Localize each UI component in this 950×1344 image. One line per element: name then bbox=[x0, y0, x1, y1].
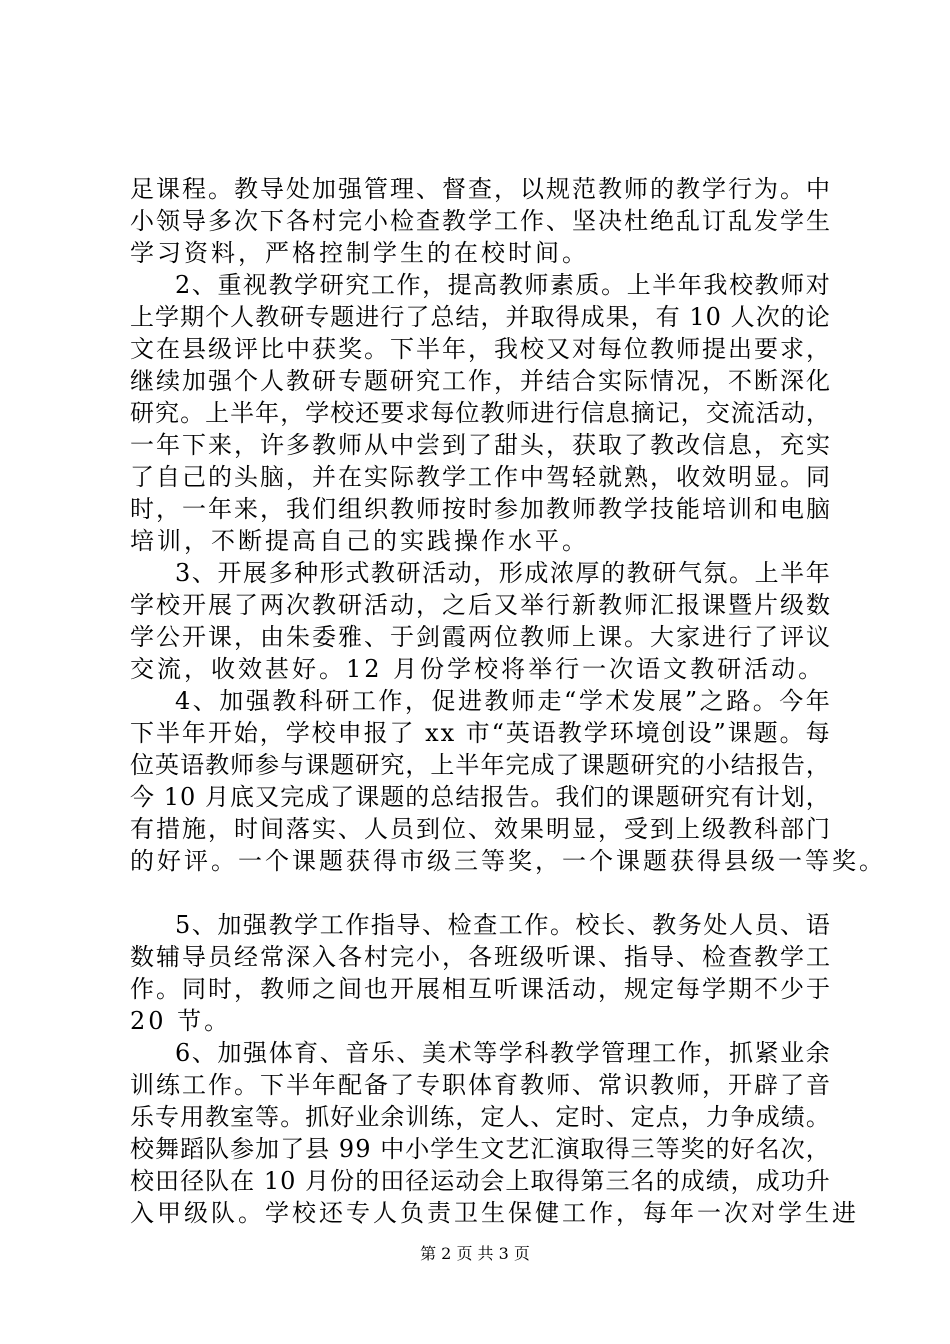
text-line: 研 究 。 上 半 年 ， 学 校 还 要 求 每 位 教 师 进 行 信 息 摘 记 ， 交 流 活 动 ， bbox=[130, 399, 830, 427]
paragraph bbox=[130, 909, 830, 1037]
text-line: 上 学 期 个 人 教 研 专 题 进 行 了 总 结 ， 并 取 得 成 果 ， 有 1 0 人 次 的 论 bbox=[130, 303, 830, 331]
text-line: 5 、 加 强 教 学 工 作 指 导 、 检 查 工 作 。 校 长 、 教 务 处 人 员 、 语 bbox=[175, 911, 830, 939]
text-line: 培训，不断提高自己的实践操作水平。 bbox=[130, 527, 589, 555]
page-footer: 第 2 页 共 3 页 bbox=[420, 1244, 530, 1263]
text-line: 校 田 径 队 在 1 0 月 份 的 田 径 运 动 会 上 取 得 第 三 名 的 成 绩 ， 成 功 升 bbox=[130, 1167, 830, 1195]
text-line: 一 年 下 来 ， 许 多 教 师 从 中 尝 到 了 甜 头 ， 获 取 了 教 改 信 息 ， 充 实 bbox=[130, 431, 830, 459]
paragraph bbox=[130, 269, 830, 557]
text-line: 数 辅 导 员 经 常 深 入 各 村 完 小 ， 各 班 级 听 课 、 指 导 、 检 查 教 学 工 bbox=[130, 943, 830, 971]
text-line: 下 半 年 开 始 ， 学 校 申 报 了 x x 市 “ 英 语 教 学 环 境 创 设 ” 课 题 。 每 bbox=[130, 719, 830, 747]
text-line: 入甲级队。学校还专人负责卫生保健工作，每年一次对学生进 bbox=[130, 1199, 859, 1227]
text-line: 乐 专 用 教 室 等 。 抓 好 业 余 训 练 ， 定 人 、 定 时 、 定 点 ， 力 争 成 绩 。 bbox=[130, 1103, 830, 1131]
text-line: 了 自 己 的 头 脑 ， 并 在 实 际 教 学 工 作 中 驾 轻 就 熟 ， 收 效 明 显 。 同 bbox=[130, 463, 830, 491]
paragraph bbox=[130, 1037, 859, 1229]
text-line: 学 公 开 课 ， 由 朱 委 雅 、 于 剑 霞 两 位 教 师 上 课 。 大 家 进 行 了 评 议 bbox=[130, 623, 830, 651]
blank-line bbox=[130, 877, 830, 909]
text-line: 今 1 0 月 底 又 完 成 了 课 题 的 总 结 报 告 。 我 们 的 课 题 研 究 有 计 划 ， bbox=[130, 783, 830, 811]
text-line: 训 练 工 作 。 下 半 年 配 备 了 专 职 体 育 教 师 、 常 识 教 师 ， 开 辟 了 音 bbox=[130, 1071, 830, 1099]
text-line: 继 续 加 强 个 人 教 研 专 题 研 究 工 作 ， 并 结 合 实 际 情 况 ， 不 断 深 化 bbox=[130, 367, 830, 395]
text-line: 有 措 施 ， 时 间 落 实 、 人 员 到 位 、 效 果 明 显 ， 受 到 上 级 教 科 部 门 bbox=[130, 815, 830, 843]
paragraph bbox=[130, 557, 830, 685]
paragraph bbox=[130, 685, 886, 877]
text-line: 小 领 导 多 次 下 各 村 完 小 检 查 教 学 工 作 、 坚 决 杜 绝 乱 订 乱 发 学 生 bbox=[130, 207, 830, 235]
text-line: 6 、 加 强 体 育 、 音 乐 、 美 术 等 学 科 教 学 管 理 工 作 ， 抓 紧 业 余 bbox=[175, 1039, 830, 1067]
body-text bbox=[130, 173, 886, 1229]
text-line: 文 在 县 级 评 比 中 获 奖 。 下 半 年 ， 我 校 又 对 每 位 教 师 提 出 要 求 ， bbox=[130, 335, 830, 363]
text-line: 学 校 开 展 了 两 次 教 研 活 动 ， 之 后 又 举 行 新 教 师 汇 报 课 暨 片 级 数 bbox=[130, 591, 830, 619]
text-line: 足 课 程 。 教 导 处 加 强 管 理 、 督 查 ， 以 规 范 教 师 的 教 学 行 为 。 中 bbox=[130, 175, 830, 203]
text-line: 作 。 同 时 ， 教 师 之 间 也 开 展 相 互 听 课 活 动 ， 规 定 每 学 期 不 少 于 bbox=[130, 975, 830, 1003]
text-line: 校 舞 蹈 队 参 加 了 县 9 9 中 小 学 生 文 艺 汇 演 取 得 三 等 奖 的 好 名 次 ， bbox=[130, 1135, 830, 1163]
text-line: 时 ， 一 年 来 ， 我 们 组 织 教 师 按 时 参 加 教 师 教 学 技 能 培 训 和 电 脑 bbox=[130, 495, 830, 523]
text-line: 2 、 重 视 教 学 研 究 工 作 ， 提 高 教 师 素 质 。 上 半 年 我 校 教 师 对 bbox=[175, 271, 830, 299]
text-line: 4 、 加 强 教 科 研 工 作 ， 促 进 教 师 走 “ 学 术 发 展 ” 之 路 。 今 年 bbox=[175, 687, 830, 715]
text-line: 的好评。一个课题获得市级三等奖，一个课题获得县级一等奖。 bbox=[130, 847, 886, 875]
text-line: 学习资料，严格控制学生的在校时间。 bbox=[130, 239, 589, 267]
text-line: 3 、 开 展 多 种 形 式 教 研 活 动 ， 形 成 浓 厚 的 教 研 气 氛 。 上 半 年 bbox=[175, 559, 830, 587]
text-line: 20 节。 bbox=[130, 1007, 232, 1035]
paragraph bbox=[130, 173, 830, 269]
text-line: 位 英 语 教 师 参 与 课 题 研 究 ， 上 半 年 完 成 了 课 题 研 究 的 小 结 报 告 ， bbox=[130, 751, 830, 779]
text-line: 交流，收效甚好。12 月份学校将举行一次语文教研活动。 bbox=[130, 655, 826, 683]
